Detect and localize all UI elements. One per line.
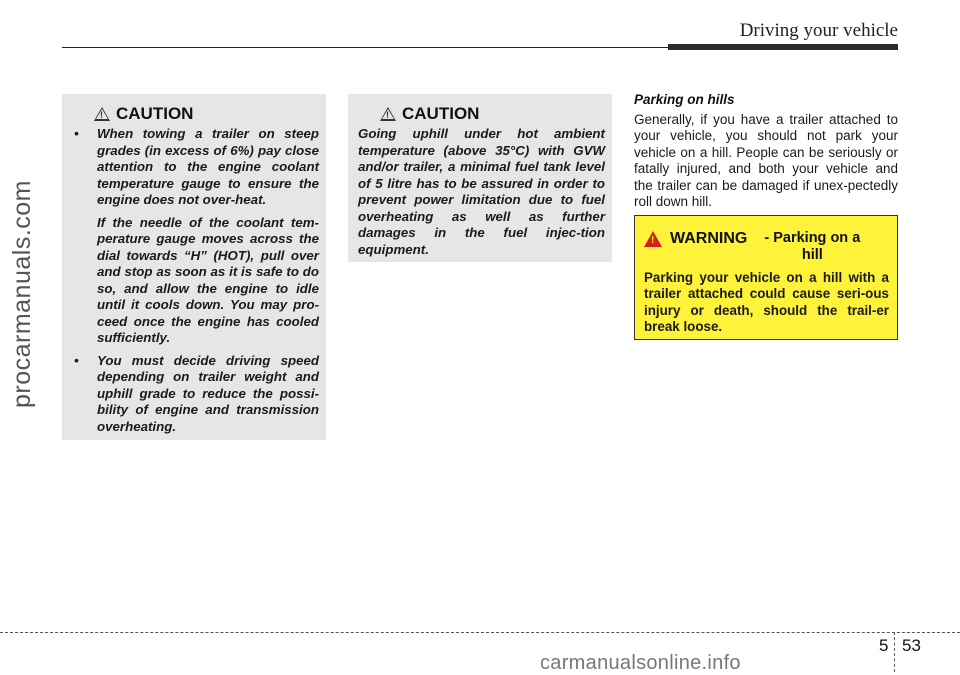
- warning-subtitle: - Parking on a hill: [764, 230, 861, 263]
- section-heading-parking: Parking on hills: [634, 92, 735, 107]
- parking-body-text: Generally, if you have a trailer attached to your vehicle, you should not park your vehicle on a hill. People can be seriously or fatally injured, and both your vehicle and the trailer can be damaged if unex-pectedly roll down hill.: [634, 112, 898, 210]
- caution-list: [72, 126, 319, 435]
- caution-header: [94, 104, 319, 124]
- caution-paragraph: When towing a trailer on steep grades (in excess of 6%) pay close attention to the engine coolant temperature gauge to ensure the engine does not over-heat.: [97, 126, 319, 207]
- caution-triangle-icon: [94, 107, 110, 121]
- chapter-number: 5: [879, 636, 889, 655]
- footer-rule: [0, 632, 960, 633]
- header-rule: [62, 47, 670, 48]
- caution-list-item: [72, 353, 319, 436]
- caution-header: [380, 104, 605, 124]
- warning-text: Parking your vehicle on a hill with a trailer attached could cause seri-ous injury or death, should the trail-er break loose.: [644, 270, 889, 335]
- bottom-watermark: carmanualsonline.info: [540, 652, 741, 674]
- caution-paragraph: Going uphill under hot ambient temperature (above 35°C) with GVW and/or trailer, a minimal fuel tank level of 5 litre has to be assured in order to prevent power limitation due to fuel overheating as well as further damages in the fuel injec-tion equipment.: [358, 126, 605, 257]
- page-number: 53: [902, 636, 921, 655]
- side-watermark: procarmanuals.com: [8, 180, 36, 409]
- caution-title: CAUTION: [402, 104, 480, 123]
- header-bar: [668, 44, 898, 50]
- warning-header: [644, 230, 889, 264]
- page-header-title: Driving your vehicle: [739, 20, 898, 41]
- warning-box-parking: [634, 215, 898, 340]
- caution-paragraph: If the needle of the coolant tem-perature gauge moves across the dial towards “H” (HOT), pull over and stop as soon as it is safe to do so, and allow the engine to idle until it cools down. You may pro-ceed once the engine has cooled sufficiently.: [97, 214, 319, 345]
- warning-triangle-icon: [644, 231, 662, 247]
- warning-title: WARNING: [670, 230, 748, 247]
- caution-triangle-icon: [380, 107, 396, 121]
- caution-paragraph: You must decide driving speed depending on trailer weight and uphill grade to reduce the possi-bility of engine and transmission overheating.: [97, 352, 319, 434]
- caution-box-towing: [62, 94, 326, 440]
- footer-divider: [894, 632, 895, 672]
- caution-title: CAUTION: [116, 104, 194, 123]
- bullet-glyph: •: [74, 126, 79, 141]
- caution-list-item: [72, 126, 319, 347]
- bullet-glyph: •: [74, 352, 79, 368]
- caution-box-uphill: [348, 94, 612, 262]
